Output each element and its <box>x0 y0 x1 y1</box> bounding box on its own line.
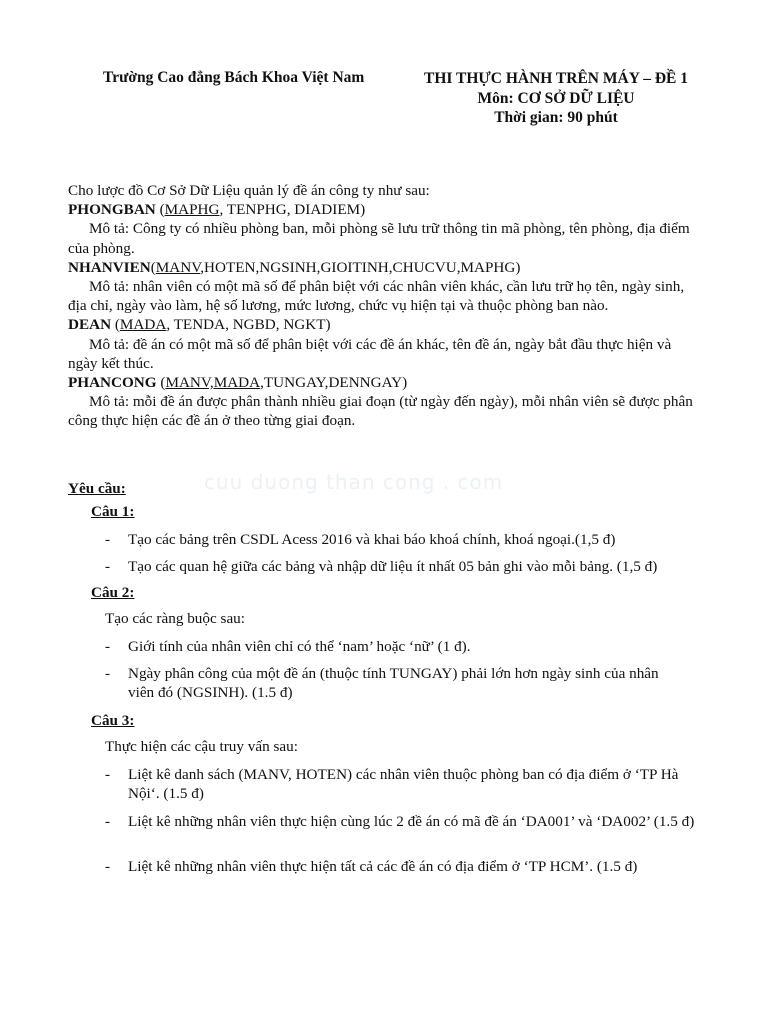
list-item: - Tạo các bảng trên CSDL Acess 2016 và khai báo khoá chính, khoá ngoại.(1,5 đ) <box>105 531 616 548</box>
entity-nhanvien: NHANVIEN(MANV,HOTEN,NGSINH,GIOITINH,CHUCVU,MAPHG) <box>68 258 521 276</box>
entity-description: Mô tả: Công ty có nhiều phòng ban, mỗi phòng sẽ lưu trữ thông tin mã phòng, tên phòng, địa điểm của phòng. <box>68 220 690 257</box>
list-item: - Tạo các quan hệ giữa các bảng và nhập dữ liệu ít nhất 05 bản ghi vào mỗi bảng. (1,5 đ) <box>105 558 658 575</box>
dash-bullet: - <box>105 531 111 548</box>
entity-name: PHANCONG <box>68 374 157 392</box>
exam-duration: Thời gian: 90 phút <box>494 109 618 126</box>
primary-key: MANV <box>155 258 201 276</box>
entity-phancong: PHANCONG (MANV,MADA,TUNGAY,DENNGAY) <box>68 374 408 392</box>
dash-bullet: - <box>105 558 111 575</box>
entity-name: NHANVIEN <box>68 258 151 276</box>
question-2-title: Câu 2: <box>91 584 135 601</box>
schema-section <box>68 181 698 431</box>
dash-bullet: - <box>105 638 111 655</box>
dash-bullet: - <box>105 665 111 682</box>
list-item: - Liệt kê những nhân viên thực hiện tất cả các đề án có địa điểm ở ‘TP HCM’. (1.5 đ) <box>105 858 638 875</box>
list-item: - Ngày phân công của một đề án (thuộc tính TUNGAY) phải lớn hơn ngày sinh của nhân viên đó (NGSINH). (1.5 đ) <box>105 665 659 702</box>
question-1-title: Câu 1: <box>91 503 135 520</box>
exam-title: THI THỰC HÀNH TRÊN MÁY – ĐỀ 1 <box>424 70 688 87</box>
entity-dean: DEAN (MADA, TENDA, NGBD, NGKT) <box>68 316 331 334</box>
question-3-title: Câu 3: <box>91 712 135 729</box>
dash-bullet: - <box>105 858 111 875</box>
requirements-title: Yêu cầu: <box>68 480 126 497</box>
dash-bullet: - <box>105 813 111 830</box>
primary-key: MANV,MADA <box>165 374 261 392</box>
schema-intro: Cho lược đồ Cơ Sở Dữ Liệu quản lý đề án công ty như sau: <box>68 182 430 199</box>
primary-key: MAPHG <box>164 201 220 219</box>
question-3-intro: Thực hiện các cậu truy vấn sau: <box>105 738 298 755</box>
list-item: - Liệt kê những nhân viên thực hiện cùng lúc 2 đề án có mã đề án ‘DA001’ và ‘DA002’ (1.5 đ) <box>105 813 695 830</box>
exam-header <box>413 69 699 128</box>
list-item: - Liệt kê danh sách (MANV, HOTEN) các nhân viên thuộc phòng ban có địa điểm ở ‘TP Hà Nội‘. (1.5 đ) <box>105 766 679 803</box>
watermark: cuu duong than cong . com <box>204 470 504 494</box>
question-2-intro: Tạo các ràng buộc sau: <box>105 610 245 627</box>
entity-description: Mô tả: đề án có một mã số để phân biệt với các đề án khác, tên đề án, ngày bắt đầu thực hiện và ngày kết thúc. <box>68 335 672 372</box>
entity-name: DEAN <box>68 316 112 334</box>
entity-phongban: PHONGBAN (MAPHG, TENPHG, DIADIEM) <box>68 201 366 219</box>
entity-description: Mô tả: mỗi đề án được phân thành nhiều giai đoạn (từ ngày đến ngày), mỗi nhân viên sẽ được phân công thực hiện các đề án ở theo từng giai đoạn. <box>68 393 693 430</box>
entity-name: PHONGBAN <box>68 201 156 219</box>
list-item: - Giới tính của nhân viên chỉ có thể ‘nam’ hoặc ‘nữ’ (1 đ). <box>105 638 471 655</box>
school-name: Trường Cao đẳng Bách Khoa Việt Nam <box>103 69 365 86</box>
dash-bullet: - <box>105 766 111 783</box>
primary-key: MADA <box>119 316 167 334</box>
exam-subject: Môn: CƠ SỞ DỮ LIỆU <box>477 89 635 107</box>
entity-description: Mô tả: nhân viên có một mã số để phân biệt với các nhân viên khác, cần lưu trữ họ tên, ngày sinh, địa chỉ, ngày vào làm, hệ số lương, mức lương, chức vụ hiện tại và thuộc phòng ban nào. <box>68 278 685 315</box>
